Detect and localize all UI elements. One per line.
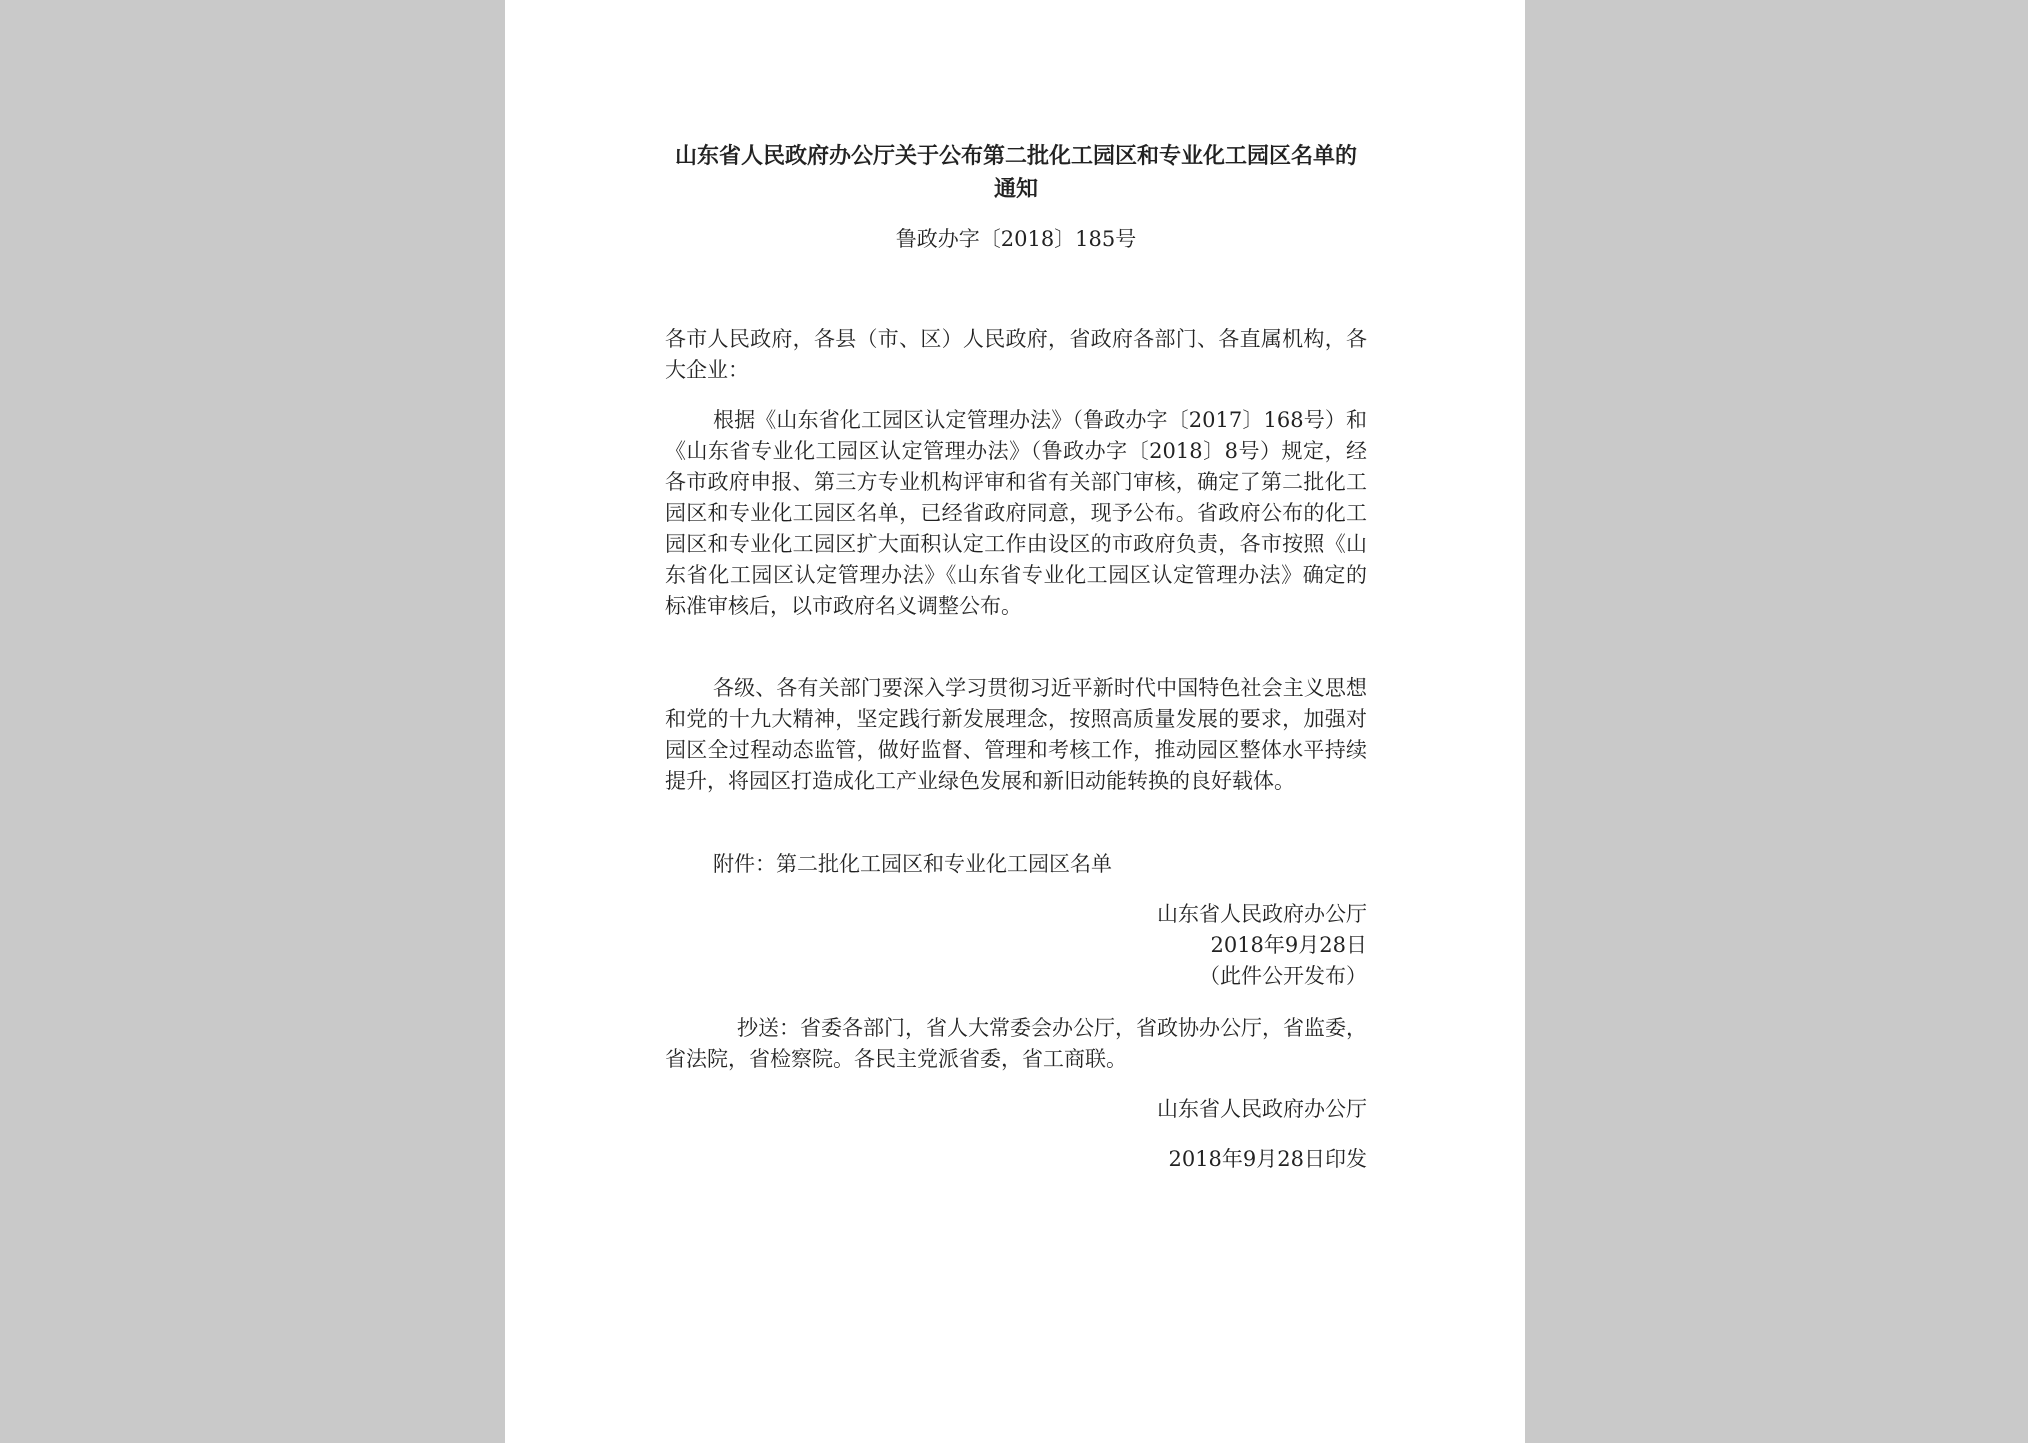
cc-list: 抄送：省委各部门，省人大常委会办公厅，省政协办公厅，省监委，省法院，省检察院。各民主党派省委，省工商联。 — [665, 1016, 1367, 1071]
document-page — [505, 0, 1525, 1443]
salutation: 各市人民政府，各县（市、区）人民政府，省政府各部门、各直属机构，各大企业： — [665, 327, 1367, 382]
document-number: 鲁政办字〔2018〕185号 — [895, 227, 1137, 251]
document-title: 山东省人民政府办公厅关于公布第二批化工园区和专业化工园区名单的通知 — [674, 143, 1357, 202]
body-paragraph-1: 根据《山东省化工园区认定管理办法》（鲁政办字〔2017〕168号）和《山东省专业化工园区认定管理办法》（鲁政办字〔2018〕8号）规定，经各市政府申报、第三方专业机构评审和省有关部门审核，确定了第二批化工园区和专业化工园区名单，已经省政府同意，现予公布。省政府公布的化工园区和专业化工园区扩大面积认定工作由设区的市政府负责，各市按照《山东省化工园区认定管理办法》《山东省专业化工园区认定管理办法》确定的标准审核后，以市政府名义调整公布。 — [665, 408, 1367, 618]
body-paragraph-2: 各级、各有关部门要深入学习贯彻习近平新时代中国特色社会主义思想和党的十九大精神，坚定践行新发展理念，按照高质量发展的要求，加强对园区全过程动态监管，做好监督、管理和考核工作，推动园区整体水平持续提升，将园区打造成化工产业绿色发展和新旧动能转换的良好载体。 — [665, 676, 1367, 793]
attachment-line: 附件：第二批化工园区和专业化工园区名单 — [713, 852, 1112, 876]
footer-issuer: 山东省人民政府办公厅 — [1157, 1097, 1367, 1121]
issue-date: 2018年9月28日 — [1210, 933, 1367, 957]
issuer-signature: 山东省人民政府办公厅 — [1157, 902, 1367, 926]
print-date: 2018年9月28日印发 — [1168, 1147, 1367, 1171]
publish-note: （此件公开发布） — [1199, 964, 1367, 988]
